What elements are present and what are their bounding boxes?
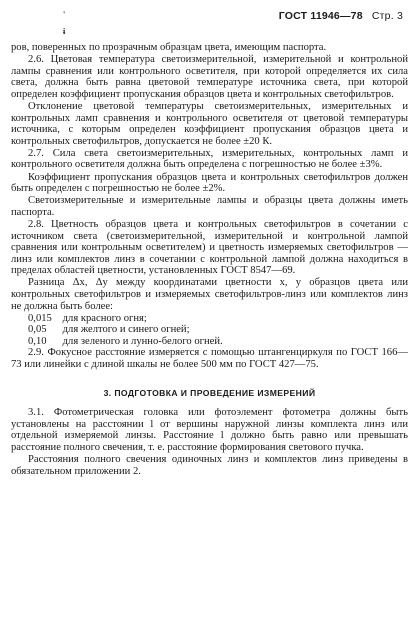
paragraph-2-9: 2.9. Фокусное расстояние измеряется с помощью штангенциркуля по ГОСТ 166—73 или линейки с длиной шкалы не более 500 мм по ГОСТ 427—75. (11, 347, 408, 371)
paragraph-2-8: 2.8. Цветность образцов цвета и контрольных светофильтров в сочетании с источником света (светоизмерительной, измерительной и контрольной лампой сравнения или контрольным осветителем) и цветность измеряемых светофильтров — линз или комплектов линз в сочетании с контрольной лампой должна находиться в пределах областей цветности, установленных ГОСТ 8547—69. (11, 218, 408, 277)
page-number: Стр. 3 (371, 10, 403, 22)
document-body (11, 42, 408, 478)
paragraph-2-7-passports: Светоизмерительные и измерительные лампы и образцы цвета должны иметь паспорта. (11, 195, 408, 218)
paragraph-2-7: 2.7. Сила света светоизмерительных, измерительных, контрольных ламп и контрольного осветителя должна быть определена с погрешностью не более ±3%. (11, 147, 408, 171)
standard-number: ГОСТ 11946—78 (278, 10, 363, 22)
tolerance-item (28, 336, 408, 348)
paragraph-2-7-transmittance: Коэффициент пропускания образцов цвета и контрольных светофильтров должен быть определен с погрешностью не более ±2%. (11, 171, 408, 195)
tolerance-item (28, 313, 408, 325)
paragraph-2-6-deviation: Отклонение цветовой температуры светоизмерительных, измерительных и контрольных ламп сравнения и контрольного осветителя от цветовой температуры источника, с которым определен коэффициент пропускания образцов цвета и контрольных светофильтров, допускается не более ±20 К. (11, 100, 408, 147)
paragraph-continuation: ров, поверенных по прозрачным образцам цвета, имеющим паспорта. (11, 42, 327, 53)
tolerance-value: 0,05 (28, 324, 47, 336)
paragraph-2-8-difference: Разница Δx, Δy между координатами цветности x, y образцов цвета или контрольных светофильтров и измеряемых светофильтров-линз или комплектов линз не должна быть более: (11, 277, 408, 312)
tolerance-text: для зеленого и лунно-белого огней. (62, 335, 223, 347)
stray-mark-top: ' (63, 10, 66, 19)
section-heading: 3. ПОДГОТОВКА И ПРОВЕДЕНИЕ ИЗМЕРЕНИЙ (103, 387, 316, 398)
paragraph-2-6: 2.6. Цветовая температура светоизмерительной, измерительной и контрольной лампы сравнения или контрольного осветителя, при которой определяется их сила света, должна быть равна цветовой температуре источника света, при которой определен коэффициент пропускания образцов цвета и контрольных светофильтров. (11, 54, 408, 100)
paragraph-3-1: 3.1. Фотометрическая головка или фотоэлемент фотометра должны быть установлены на расстоянии l от вершины наружной линзы комплекта линз или отдельной измеряемой линзы. Расстояние l должно быть равно или превышать расстояние полного свечения, т. е. расстояние формирования светового пучка. (11, 407, 408, 453)
stray-mark-bottom: ɨ (63, 27, 66, 36)
tolerance-text: для желтого и синего огней; (62, 324, 190, 336)
paragraph-3-1-appendix: Расстояния полного свечения одиночных линз и комплектов линз приведены в обязательном приложении 2. (11, 454, 408, 477)
tolerance-list (11, 313, 408, 348)
tolerance-value: 0,10 (28, 335, 47, 347)
tolerance-text: для красного огня; (62, 312, 147, 324)
tolerance-item (28, 324, 408, 336)
tolerance-value: 0,015 (28, 312, 52, 324)
page-header (273, 10, 403, 22)
